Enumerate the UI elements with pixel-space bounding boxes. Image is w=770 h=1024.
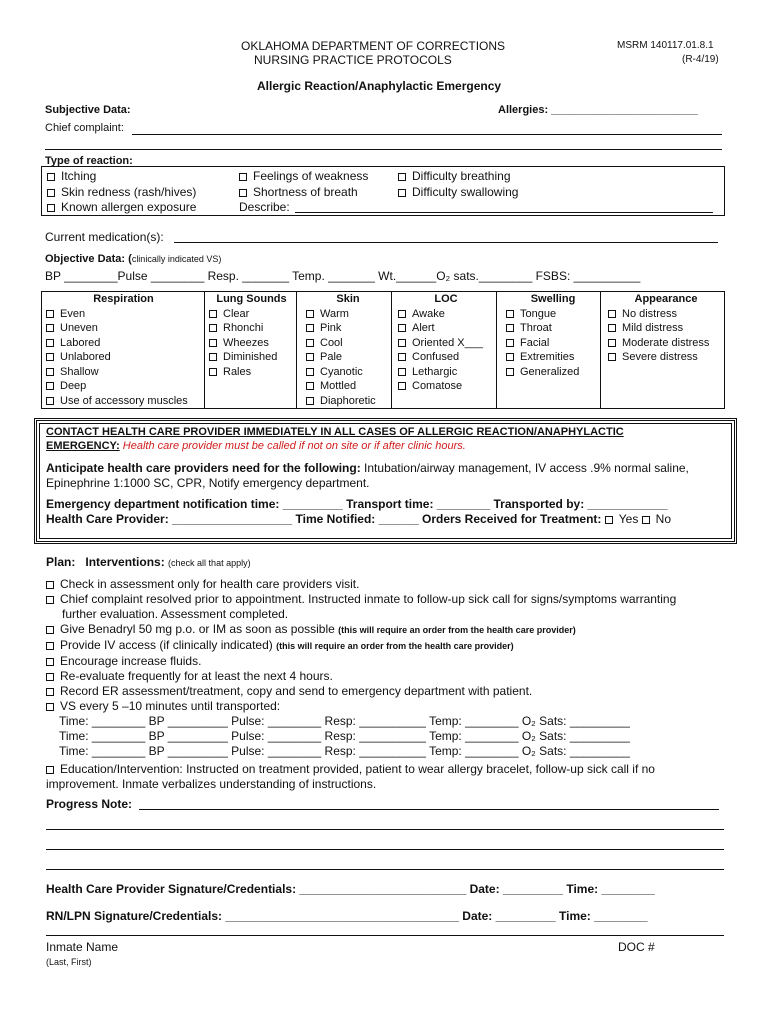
respiration-option[interactable]: Labored <box>46 336 201 351</box>
alert-line-2: EMERGENCY: Health care provider must be called if not on site or if after clinic hours. <box>46 440 466 452</box>
grid-divider <box>600 291 601 409</box>
protocols-subtitle: NURSING PRACTICE PROTOCOLS <box>254 53 452 67</box>
loc-option[interactable]: Comatose <box>398 379 494 394</box>
swelling-option[interactable]: Facial <box>506 336 600 351</box>
intervention-item[interactable]: Check in assessment only for health care providers visit. <box>46 577 676 592</box>
checkbox[interactable] <box>239 173 247 181</box>
checkbox[interactable] <box>46 339 54 347</box>
progress-note-line[interactable] <box>46 869 724 870</box>
checkbox[interactable] <box>398 324 406 332</box>
last-first-label: (Last, First) <box>46 957 92 967</box>
swelling-option[interactable]: Extremities <box>506 350 600 365</box>
loc-header: LOC <box>434 293 458 305</box>
yes-checkbox[interactable] <box>605 516 613 524</box>
appearance-option[interactable]: No distress <box>608 307 724 322</box>
skin-option[interactable]: Pink <box>306 321 390 336</box>
intervention-item[interactable]: Chief complaint resolved prior to appointment. Instructed inmate to follow-up sick call for signs/symptoms warranting <box>46 592 676 607</box>
chief-complaint-line-2[interactable] <box>45 149 722 150</box>
checkbox[interactable] <box>398 353 406 361</box>
checkbox[interactable] <box>46 658 54 666</box>
intervention-item[interactable]: Provide IV access (if clinically indicated) (this will require an order from the health care provider) <box>46 638 676 654</box>
skin-header: Skin <box>336 293 360 305</box>
checkbox[interactable] <box>239 189 247 197</box>
respiration-option[interactable]: Use of accessory muscles <box>46 394 201 409</box>
checkbox[interactable] <box>46 766 54 774</box>
alert-line-1: CONTACT HEALTH CARE PROVIDER IMMEDIATELY IN ALL CASES OF ALLERGIC REACTION/ANAPHYLACTIC <box>46 426 624 438</box>
loc-option[interactable]: Confused <box>398 350 494 365</box>
current-medication-label: Current medication(s): <box>45 230 164 244</box>
checkbox[interactable] <box>46 703 54 711</box>
checkbox[interactable] <box>46 673 54 681</box>
rn-signature-row[interactable]: RN/LPN Signature/Credentials: ___________________________________ Date: _________ Time: ________ <box>46 909 648 923</box>
hcp-orders-row[interactable]: Health Care Provider: __________________ Time Notified: ______ Orders Received for Treatment: Yes No <box>46 512 672 526</box>
loc-column <box>398 292 494 394</box>
appearance-option[interactable]: Mild distress <box>608 321 724 336</box>
checkbox[interactable] <box>46 310 54 318</box>
checkbox[interactable] <box>608 339 616 347</box>
grid-divider <box>496 291 497 409</box>
checkbox[interactable] <box>47 189 55 197</box>
lung-option[interactable]: Diminished <box>209 350 294 365</box>
checkbox[interactable] <box>46 324 54 332</box>
respiration-column <box>46 292 201 408</box>
skin-option[interactable]: Pale <box>306 350 390 365</box>
reaction-option[interactable]: Skin redness (rash/hives) <box>47 185 196 201</box>
intervention-item[interactable]: Re-evaluate frequently for at least the next 4 hours. <box>46 669 676 684</box>
checkbox[interactable] <box>398 189 406 197</box>
checkbox[interactable] <box>46 397 54 405</box>
respiration-option[interactable]: Even <box>46 307 201 322</box>
reaction-option[interactable]: Known allergen exposure <box>47 200 196 216</box>
interventions-list <box>46 577 676 759</box>
inmate-name-label: Inmate Name <box>46 940 119 954</box>
chief-complaint-label: Chief complaint: <box>45 122 124 134</box>
progress-note-label: Progress Note: <box>46 797 133 811</box>
checkbox[interactable] <box>306 382 314 390</box>
checkbox[interactable] <box>209 339 217 347</box>
checkbox[interactable] <box>398 310 406 318</box>
grid-divider <box>391 291 392 409</box>
skin-option[interactable]: Cool <box>306 336 390 351</box>
type-of-reaction-label: Type of reaction: <box>45 155 133 167</box>
loc-option[interactable]: Oriented X___ <box>398 336 494 351</box>
loc-option[interactable]: Alert <box>398 321 494 336</box>
checkbox[interactable] <box>608 310 616 318</box>
subjective-label: Subjective Data: <box>45 104 131 116</box>
vs-row[interactable]: Time: ________ BP _________ Pulse: ________ Resp: __________ Temp: ________ O₂ Sats: _________ <box>59 744 630 758</box>
checkbox[interactable] <box>398 382 406 390</box>
appearance-column <box>608 292 724 365</box>
swelling-option[interactable]: Generalized <box>506 365 600 380</box>
skin-option[interactable]: Diaphoretic <box>306 394 390 409</box>
lung-sounds-header: Lung Sounds <box>216 293 287 305</box>
lung-sounds-column <box>209 292 294 379</box>
doc-number-label: DOC # <box>618 940 655 954</box>
progress-note-line[interactable] <box>46 829 724 830</box>
anticipate-line: Anticipate health care providers need for the following: Intubation/airway management, IV access .9% normal saline, <box>46 461 689 475</box>
grid-divider <box>296 291 297 409</box>
current-medication-line[interactable] <box>174 242 718 243</box>
ed-notification-row[interactable]: Emergency department notification time: _________ Transport time: ________ Transported by: ____________ <box>46 497 668 511</box>
doc-id: MSRM 140117.01.8.1 <box>617 40 714 51</box>
checkbox[interactable] <box>46 626 54 634</box>
reaction-option[interactable]: Feelings of weakness <box>239 169 368 185</box>
progress-note-line[interactable] <box>139 809 719 810</box>
swelling-header: Swelling <box>530 293 576 305</box>
chief-complaint-line[interactable] <box>132 134 722 135</box>
intervention-item[interactable]: Record ER assessment/treatment, copy and send to emergency department with patient. <box>46 684 676 699</box>
checkbox[interactable] <box>209 353 217 361</box>
skin-option[interactable]: Cyanotic <box>306 365 390 380</box>
revision: (R-4/19) <box>682 54 719 65</box>
checkbox[interactable] <box>306 368 314 376</box>
checkbox[interactable] <box>46 368 54 376</box>
appearance-header: Appearance <box>634 293 698 305</box>
checkbox[interactable] <box>506 368 514 376</box>
vs-row[interactable]: Time: ________ BP _________ Pulse: ________ Resp: __________ Temp: ________ O₂ Sats: _________ <box>59 714 630 728</box>
lung-option[interactable]: Clear <box>209 307 294 322</box>
form-title: Allergic Reaction/Anaphylactic Emergency <box>257 79 502 93</box>
agency-name: OKLAHOMA DEPARTMENT OF CORRECTIONS <box>241 39 506 53</box>
checkbox[interactable] <box>398 368 406 376</box>
anticipate-line-2: Epinephrine 1:1000 SC, CPR, Notify emergency department. <box>46 476 370 490</box>
checkbox[interactable] <box>46 353 54 361</box>
checkbox[interactable] <box>46 596 54 604</box>
checkbox[interactable] <box>398 173 406 181</box>
checkbox[interactable] <box>306 324 314 332</box>
checkbox[interactable] <box>506 339 514 347</box>
loc-option[interactable]: Awake <box>398 307 494 322</box>
grid-divider <box>204 291 205 409</box>
loc-option[interactable]: Lethargic <box>398 365 494 380</box>
lung-option[interactable]: Wheezes <box>209 336 294 351</box>
checkbox[interactable] <box>209 324 217 332</box>
checkbox[interactable] <box>46 642 54 650</box>
swelling-column <box>506 292 600 379</box>
checkbox[interactable] <box>46 688 54 696</box>
swelling-option[interactable]: Throat <box>506 321 600 336</box>
reaction-col-2 <box>239 169 368 200</box>
describe-line[interactable] <box>295 212 713 213</box>
checkbox[interactable] <box>306 339 314 347</box>
reaction-option[interactable]: Itching <box>47 169 196 185</box>
checkbox[interactable] <box>47 173 55 181</box>
intervention-item-cont: further evaluation. Assessment completed. <box>62 607 289 621</box>
respiration-option[interactable]: Uneven <box>46 321 201 336</box>
plan-label-row: Plan: Interventions: (check all that apply) <box>46 555 251 569</box>
lung-option[interactable]: Rhonchi <box>209 321 294 336</box>
appearance-option[interactable]: Moderate distress <box>608 336 724 351</box>
checkbox[interactable] <box>306 397 314 405</box>
skin-column <box>306 292 390 408</box>
checkbox[interactable] <box>46 382 54 390</box>
swelling-option[interactable]: Tongue <box>506 307 600 322</box>
reaction-option[interactable]: Difficulty breathing <box>398 169 518 185</box>
respiration-option[interactable]: Deep <box>46 379 201 394</box>
reaction-col-3 <box>398 169 518 200</box>
reaction-option[interactable]: Difficulty swallowing <box>398 185 518 201</box>
checkbox[interactable] <box>306 353 314 361</box>
skin-option[interactable]: Warm <box>306 307 390 322</box>
intervention-item[interactable]: VS every 5 –10 minutes until transported: <box>46 699 676 714</box>
reaction-option[interactable]: Shortness of breath <box>239 185 368 201</box>
progress-note-line[interactable] <box>46 849 724 850</box>
checkbox[interactable] <box>398 339 406 347</box>
respiration-header: Respiration <box>93 293 154 305</box>
checkbox[interactable] <box>608 353 616 361</box>
checkbox[interactable] <box>209 310 217 318</box>
skin-option[interactable]: Mottled <box>306 379 390 394</box>
respiration-option[interactable]: Shallow <box>46 365 201 380</box>
respiration-option[interactable]: Unlabored <box>46 350 201 365</box>
checkbox[interactable] <box>608 324 616 332</box>
intervention-item[interactable]: Encourage increase fluids. <box>46 654 676 669</box>
appearance-option[interactable]: Severe distress <box>608 350 724 365</box>
checkbox[interactable] <box>506 310 514 318</box>
lung-option[interactable]: Rales <box>209 365 294 380</box>
hcp-signature-row[interactable]: Health Care Provider Signature/Credentials: _________________________ Date: _________ Time: ________ <box>46 882 655 896</box>
education-item[interactable]: Education/Intervention: Instructed on treatment provided, patient to wear allergy bracelet, follow-up sick call if no improvement. Inmate verbalizes understanding of instructions. <box>46 762 655 791</box>
checkbox[interactable] <box>506 324 514 332</box>
vs-row[interactable]: Time: ________ BP _________ Pulse: ________ Resp: __________ Temp: ________ O₂ Sats: _________ <box>59 729 630 743</box>
vital-signs-row[interactable]: BP ________Pulse ________ Resp. _______ Temp. _______ Wt.______O₂ sats.________ FSBS: __________ <box>45 269 641 283</box>
objective-label: Objective Data: (clinically indicated VS) <box>45 253 222 265</box>
checkbox[interactable] <box>506 353 514 361</box>
no-checkbox[interactable] <box>642 516 650 524</box>
checkbox[interactable] <box>209 368 217 376</box>
checkbox[interactable] <box>306 310 314 318</box>
allergies-field[interactable]: Allergies: ________________________ <box>498 104 699 116</box>
reaction-col-1 <box>47 169 196 216</box>
checkbox[interactable] <box>47 204 55 212</box>
footer-divider <box>46 935 724 936</box>
intervention-item[interactable]: Give Benadryl 50 mg p.o. or IM as soon as possible (this will require an order from the health care provider) <box>46 622 676 638</box>
describe-label: Describe: <box>239 200 290 214</box>
checkbox[interactable] <box>46 581 54 589</box>
